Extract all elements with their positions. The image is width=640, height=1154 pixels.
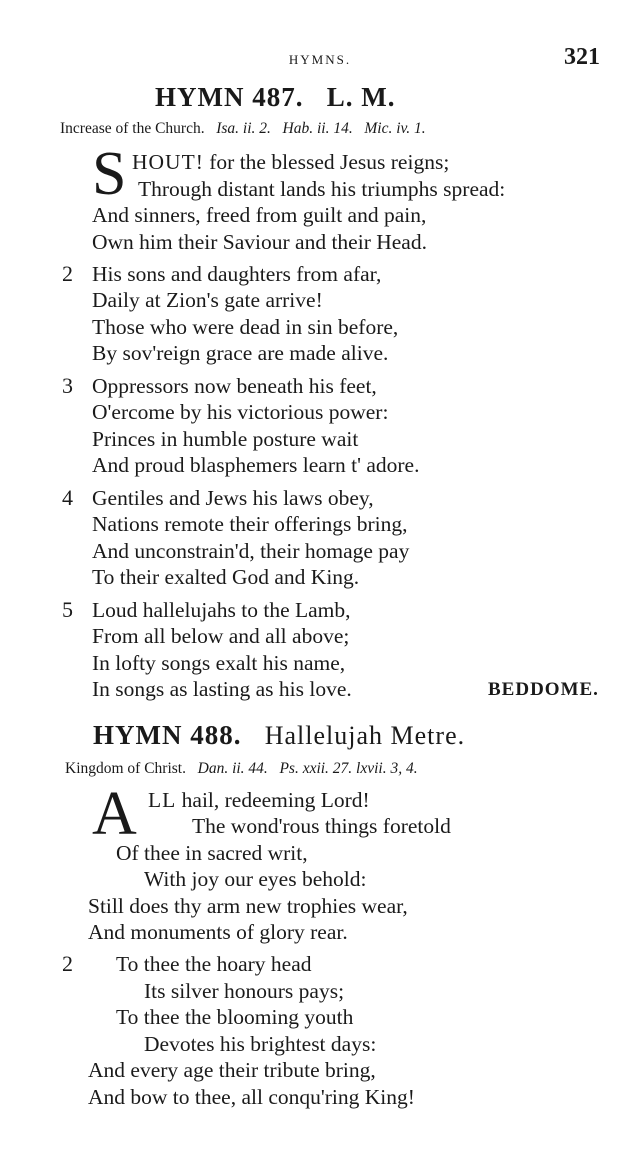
- hymn-487-meter: L. M.: [326, 82, 396, 112]
- stanza-number: 5: [62, 597, 73, 622]
- verse-line: Its silver honours pays;: [144, 979, 345, 1003]
- verse-line: Of thee in sacred writ,: [116, 841, 308, 865]
- verse-line: Through distant lands his triumphs spread:: [138, 177, 506, 201]
- verse-line: From all below and all above;: [92, 624, 350, 648]
- verse-line: Nations remote their offerings bring,: [92, 512, 408, 536]
- verse-line: Still does thy arm new trophies wear,: [88, 894, 408, 918]
- verse-line: O'ercome by his victorious power:: [92, 400, 389, 424]
- verse-line: And proud blasphemers learn t' adore.: [92, 453, 420, 477]
- stanza-number: 3: [62, 373, 73, 398]
- stanza-number: 2: [62, 261, 73, 286]
- verse-line: In songs as lasting as his love.: [92, 677, 352, 701]
- hymn-488-subject: Kingdom of Christ.: [65, 760, 186, 777]
- verse-line: With joy our eyes behold:: [144, 867, 367, 891]
- hymn-488-number: HYMN 488.: [93, 720, 242, 750]
- hymn-488-first-line: [148, 787, 370, 813]
- verse-line: And monuments of glory rear.: [88, 920, 348, 944]
- verse-line: Princes in humble posture wait: [92, 427, 359, 451]
- verse-line: And every age their tribute bring,: [88, 1058, 376, 1082]
- hymn-488-first-word: LL: [148, 788, 177, 812]
- verse-line: Devotes his brightest days:: [144, 1032, 377, 1056]
- page-number: 321: [564, 44, 600, 70]
- verse-line: for the blessed Jesus reigns;: [209, 150, 450, 174]
- hymn-488-dropcap: A: [92, 780, 137, 848]
- hymn-487-title: [155, 82, 395, 113]
- verse-line: Those who were dead in sin before,: [92, 315, 399, 339]
- verse-line: To their exalted God and King.: [92, 565, 360, 589]
- hymn-487-ref: Mic. iv. 1.: [364, 120, 426, 137]
- verse-line: And sinners, freed from guilt and pain,: [92, 203, 427, 227]
- verse-line: hail, redeeming Lord!: [181, 788, 370, 812]
- verse-line: And bow to thee, all conqu'ring King!: [88, 1085, 415, 1109]
- verse-line: And unconstrain'd, their homage pay: [92, 539, 410, 563]
- hymn-487-ref: Hab. ii. 14.: [282, 120, 353, 137]
- hymn-487-dropcap: S: [92, 140, 127, 208]
- hymn-488-title: [93, 720, 465, 751]
- running-head-title: HYMNS.: [288, 52, 352, 67]
- hymn-487-author: BEDDOME.: [488, 679, 599, 700]
- hymn-487-number: HYMN 487.: [155, 82, 304, 112]
- hymn-488-meter: Hallelujah Metre.: [264, 721, 466, 750]
- hymn-487-first-line: [132, 149, 449, 175]
- verse-line: The wond'rous things foretold: [192, 814, 451, 838]
- verse-line: Daily at Zion's gate arrive!: [92, 288, 323, 312]
- stanza-number: 2: [62, 951, 73, 976]
- verse-line: To thee the hoary head: [116, 952, 312, 976]
- running-head: [0, 44, 640, 72]
- verse-line: In lofty songs exalt his name,: [92, 651, 346, 675]
- hymn-487-subject-line: [60, 120, 426, 138]
- hymn-487-subject: Increase of the Church.: [60, 120, 205, 137]
- verse-line: Loud hallelujahs to the Lamb,: [92, 598, 351, 622]
- verse-line: His sons and daughters from afar,: [92, 262, 382, 286]
- verse-line: By sov'reign grace are made alive.: [92, 341, 389, 365]
- hymn-488-subject-line: [65, 760, 418, 778]
- verse-line: To thee the blooming youth: [116, 1005, 354, 1029]
- verse-line: Gentiles and Jews his laws obey,: [92, 486, 374, 510]
- stanza-number: 4: [62, 485, 73, 510]
- hymn-487-ref: Isa. ii. 2.: [216, 120, 271, 137]
- hymn-487-first-word: HOUT!: [132, 150, 204, 174]
- verse-line: Oppressors now beneath his feet,: [92, 374, 377, 398]
- verse-line: Own him their Saviour and their Head.: [92, 230, 427, 254]
- hymn-488-ref: Dan. ii. 44.: [197, 760, 268, 777]
- hymn-488-ref: Ps. xxii. 27. lxvii. 3, 4.: [279, 760, 418, 777]
